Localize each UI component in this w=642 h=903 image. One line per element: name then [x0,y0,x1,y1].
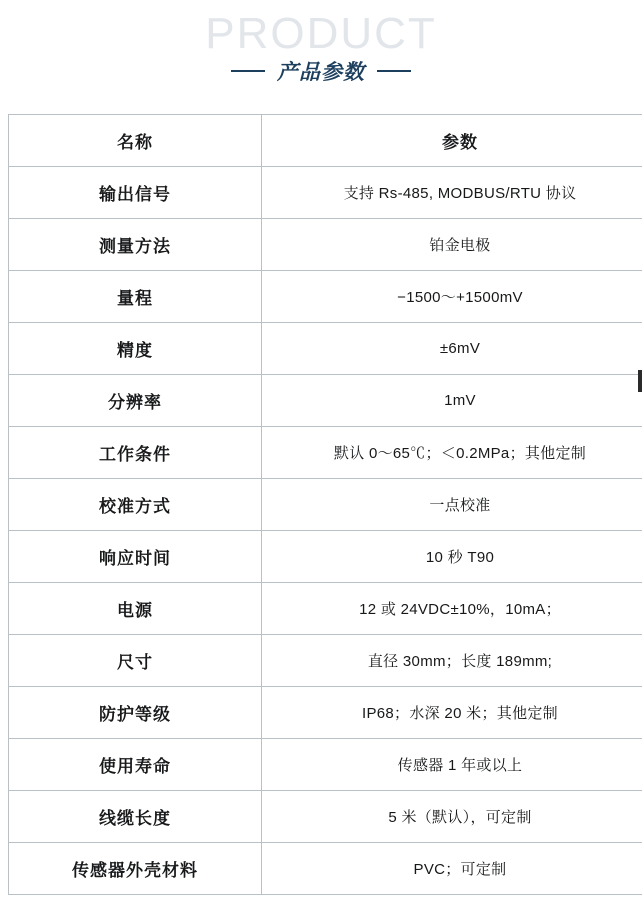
page-title-watermark: PRODUCT [205,9,437,58]
spec-name-cell: 量程 [9,271,262,323]
spec-value-cell: 1mV [262,375,642,427]
spec-value-cell: 传感器 1 年或以上 [262,739,642,791]
spec-name-cell: 精度 [9,323,262,375]
spec-name-cell: 线缆长度 [9,791,262,843]
spec-name-cell: 输出信号 [9,167,262,219]
spec-table [8,114,642,895]
spec-name-cell: 测量方法 [9,219,262,271]
page-subtitle-row [0,54,642,88]
spec-value-cell: PVC；可定制 [262,843,642,895]
table-header-value: 参数 [262,115,642,167]
spec-name-cell: 使用寿命 [9,739,262,791]
table-row [9,531,642,583]
table-row [9,479,642,531]
spec-name-cell: 传感器外壳材料 [9,843,262,895]
spec-value-cell: 一点校准 [262,479,642,531]
table-row [9,843,642,895]
spec-name-cell: 分辨率 [9,375,262,427]
spec-value-cell: 5 米（默认），可定制 [262,791,642,843]
table-header-name: 名称 [9,115,262,167]
table-row [9,791,642,843]
table-row [9,375,642,427]
table-row [9,583,642,635]
spec-name-cell: 响应时间 [9,531,262,583]
subtitle-rule-right [377,70,411,72]
page-subtitle: 产品参数 [277,61,365,84]
spec-value-cell: IP68；水深 20 米；其他定制 [262,687,642,739]
subtitle-rule-left [231,70,265,72]
spec-name-cell: 防护等级 [9,687,262,739]
page-header [0,0,642,88]
spec-name-cell: 校准方式 [9,479,262,531]
table-row [9,427,642,479]
spec-value-cell: 支持 Rs-485, MODBUS/RTU 协议 [262,167,642,219]
spec-table-container [8,114,634,895]
spec-value-cell: 直径 30mm；长度 189mm; [262,635,642,687]
table-row [9,323,642,375]
table-row [9,687,642,739]
spec-value-cell: ±6mV [262,323,642,375]
spec-value-cell: 默认 0〜65℃；＜0.2MPa；其他定制 [262,427,642,479]
table-header-row [9,115,642,167]
spec-name-cell: 工作条件 [9,427,262,479]
table-row [9,635,642,687]
page-edge-marker [638,370,642,392]
table-row [9,271,642,323]
spec-value-cell: 10 秒 T90 [262,531,642,583]
table-row [9,739,642,791]
spec-value-cell: 铂金电极 [262,219,642,271]
spec-value-cell: −1500〜+1500mV [262,271,642,323]
spec-name-cell: 尺寸 [9,635,262,687]
table-row [9,219,642,271]
table-row [9,167,642,219]
spec-name-cell: 电源 [9,583,262,635]
spec-value-cell: 12 或 24VDC±10%，10mA； [262,583,642,635]
